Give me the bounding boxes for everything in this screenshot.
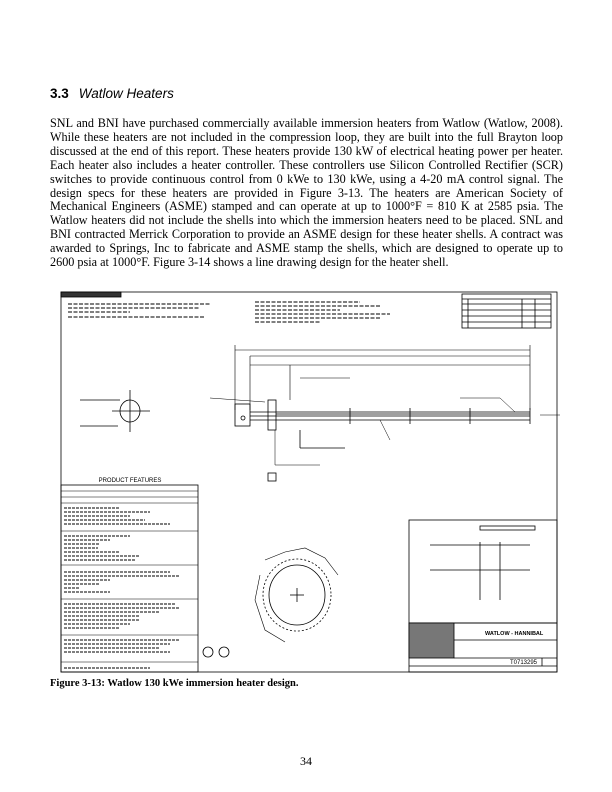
section-heading: [50, 86, 174, 101]
page-number: 34: [300, 754, 312, 768]
product-features-title: PRODUCT FEATURES: [98, 478, 162, 484]
section-title: Watlow Heaters: [78, 86, 174, 101]
body-paragraph: SNL and BNI have purchased commercially available immersion heaters from Watlow (Watlow, 2008). While these heaters are not included in the compression loop, they are built into the full Brayton loop discussed at the end of this report. These heaters provide 130 kW of electrical heating power per heater. Each heater also includes a heater controller. These controllers use Silicon Controlled Rectifier (SCR) switches to provide continuous control from 0 kWe to 130 kWe, using a 4-20 mA control signal. The design specs for these heaters are provided in Figure 3-13. The heaters are American Society of Mechanical Engineers (ASME) stamped and can operate at up to 1000°F = 810 K at 2585 psia. The Watlow heaters did not include the shells into which the immersion heaters need to be placed. SNL and BNI contracted Merrick Corporation to provide an ASME design for these heater shells. A contract was awarded to Springs, Inc to fabricate and ASME stamp the shells, which are designed to operate up to 2600 psia at 1000°F. Figure 3-14 shows a line drawing design for the heater shell.: [50, 116, 563, 270]
wiring-diagram: [203, 548, 338, 657]
engineering-drawing: [60, 290, 560, 674]
drawing-number: T0713295: [510, 660, 538, 666]
detail-and-title-block: [409, 520, 557, 672]
revision-table: [462, 294, 551, 328]
heater-end-view: [80, 390, 150, 432]
figure-caption: Figure 3-13: Watlow 130 kWe immersion heater design.: [50, 678, 299, 689]
product-features-table: [61, 485, 198, 672]
company-name: WATLOW - HANNIBAL: [485, 631, 544, 637]
heater-side-view: [235, 400, 530, 448]
section-number: 3.3: [50, 86, 69, 101]
heater-design-figure: [60, 290, 560, 674]
